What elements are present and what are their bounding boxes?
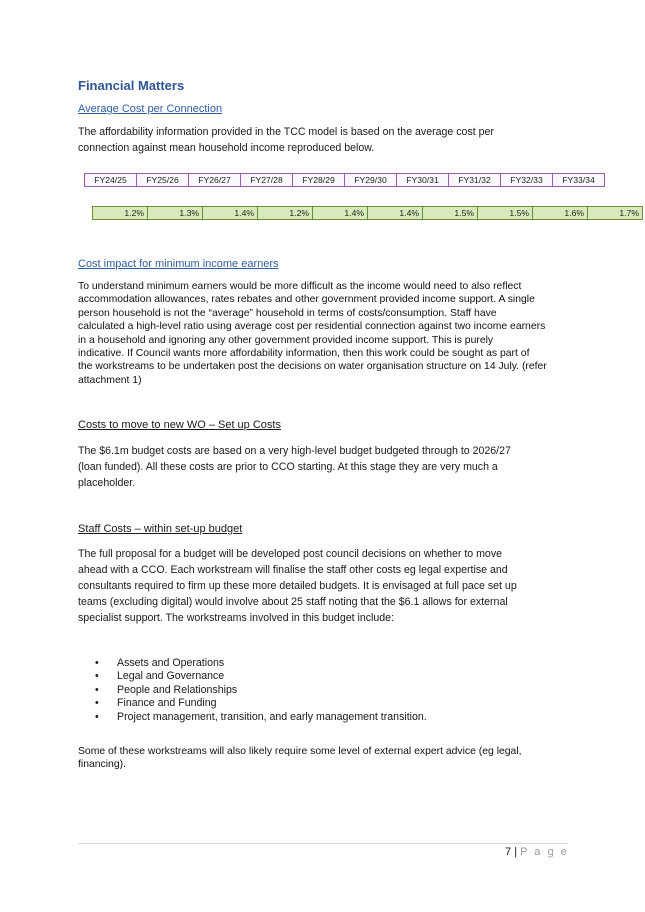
- text-line: in a household and ignoring any other government provided income support. This is purely: [78, 334, 494, 346]
- list-item-label: Project management, transition, and early management transition.: [117, 710, 427, 723]
- year-cell: FY28/29: [293, 174, 345, 187]
- text-line: calculated a high-level ratio using average cost per residential connection against two income earners: [78, 321, 546, 333]
- year-cell: FY29/30: [345, 174, 397, 187]
- list-item-label: Finance and Funding: [117, 697, 217, 710]
- staff-costs-paragraph: [78, 546, 568, 626]
- text-line: indicative. If Council wants more affordability information, then this work could be sought as part of: [78, 348, 530, 360]
- setup-costs-heading: Costs to move to new WO – Set up Costs: [78, 419, 281, 431]
- text-line: The $6.1m budget costs are based on a very high-level budget budgeted through to 2026/27: [78, 445, 511, 457]
- year-cell: FY25/26: [137, 174, 189, 187]
- list-item: [95, 670, 427, 683]
- bullet-icon: •: [95, 670, 99, 683]
- footer-separator: |: [514, 846, 518, 858]
- text-line: person household is not the “average” household in terms of costs/consumption. Staff have: [78, 307, 497, 319]
- year-cell: FY26/27: [189, 174, 241, 187]
- percentage-cell: 1.2%: [93, 207, 148, 220]
- year-cell: FY32/33: [501, 174, 553, 187]
- setup-costs-paragraph: [78, 443, 568, 491]
- list-item: [95, 683, 427, 697]
- year-cell: FY24/25: [85, 174, 137, 187]
- year-cell: FY27/28: [241, 174, 293, 187]
- percentage-cell: 1.7%: [588, 207, 643, 220]
- text-line: the workstreams to be undertaken post the decisions on water organisation structure on 14 July. (refer: [78, 361, 547, 373]
- fiscal-year-table: [84, 173, 605, 187]
- text-line: accommodation allowances, rates rebates and other government provided income support. A single: [78, 294, 535, 306]
- page-label: P a g e: [520, 846, 569, 858]
- bullet-icon: •: [95, 710, 99, 723]
- year-cell: FY33/34: [553, 174, 605, 187]
- list-item-label: Legal and Governance: [117, 670, 225, 683]
- percentage-cell: 1.6%: [533, 207, 588, 220]
- percentage-cell: 1.4%: [203, 207, 258, 220]
- bullet-icon: •: [95, 697, 99, 710]
- min-earners-paragraph: [78, 280, 573, 387]
- text-line: financing).: [78, 759, 126, 771]
- text-line: consultants required to firm up these more detailed budgets. It is envisaged at full pace set up: [78, 580, 517, 592]
- page-footer: [505, 846, 569, 858]
- text-line: (loan funded). All these costs are prior to CCO starting. At this stage they are very much a: [78, 461, 498, 473]
- section-title: Financial Matters: [78, 78, 185, 93]
- bullet-icon: •: [95, 683, 99, 696]
- text-line: The full proposal for a budget will be developed post council decisions on whether to move: [78, 548, 503, 560]
- text-line: connection against mean household income reproduced below.: [78, 142, 375, 154]
- staff-costs-heading: Staff Costs – within set-up budget: [78, 523, 243, 535]
- text-line: To understand minimum earners would be more difficult as the income would need to also reflect: [78, 281, 522, 292]
- percentage-cell: 1.5%: [423, 207, 478, 220]
- avg-cost-paragraph: [78, 124, 568, 156]
- text-line: specialist support. The workstreams involved in this budget include:: [78, 612, 395, 624]
- closing-paragraph: [78, 745, 573, 772]
- percentage-cell: 1.4%: [368, 207, 423, 220]
- list-item-label: Assets and Operations: [117, 657, 225, 669]
- footer-divider: [78, 843, 568, 844]
- percentage-cell: 1.2%: [258, 207, 313, 220]
- text-line: ahead with a CCO. Each workstream will finalise the staff other costs eg legal expertise and: [78, 564, 508, 576]
- text-line: The affordability information provided in the TCC model is based on the average cost per: [78, 126, 494, 138]
- year-cell: FY30/31: [397, 174, 449, 187]
- list-item: [95, 657, 427, 670]
- page-number: 7: [505, 846, 512, 858]
- text-line: teams (excluding digital) would involve about 25 staff noting that the $6.1 allows for external: [78, 596, 508, 608]
- text-line: Some of these workstreams will also likely require some level of external expert advice (eg legal,: [78, 746, 522, 757]
- min-earners-heading[interactable]: Cost impact for minimum income earners: [78, 258, 279, 270]
- percentage-cell: 1.4%: [313, 207, 368, 220]
- list-item: [95, 710, 427, 724]
- list-item: [95, 697, 427, 710]
- percentage-cell: 1.5%: [478, 207, 533, 220]
- avg-cost-heading[interactable]: Average Cost per Connection: [78, 103, 223, 115]
- percentage-table: [92, 206, 643, 220]
- text-line: placeholder.: [78, 477, 136, 489]
- workstream-list: [78, 657, 427, 724]
- bullet-icon: •: [95, 657, 99, 669]
- text-line: attachment 1): [78, 374, 142, 386]
- percentage-cell: 1.3%: [148, 207, 203, 220]
- list-item-label: People and Relationships: [117, 683, 238, 696]
- year-cell: FY31/32: [449, 174, 501, 187]
